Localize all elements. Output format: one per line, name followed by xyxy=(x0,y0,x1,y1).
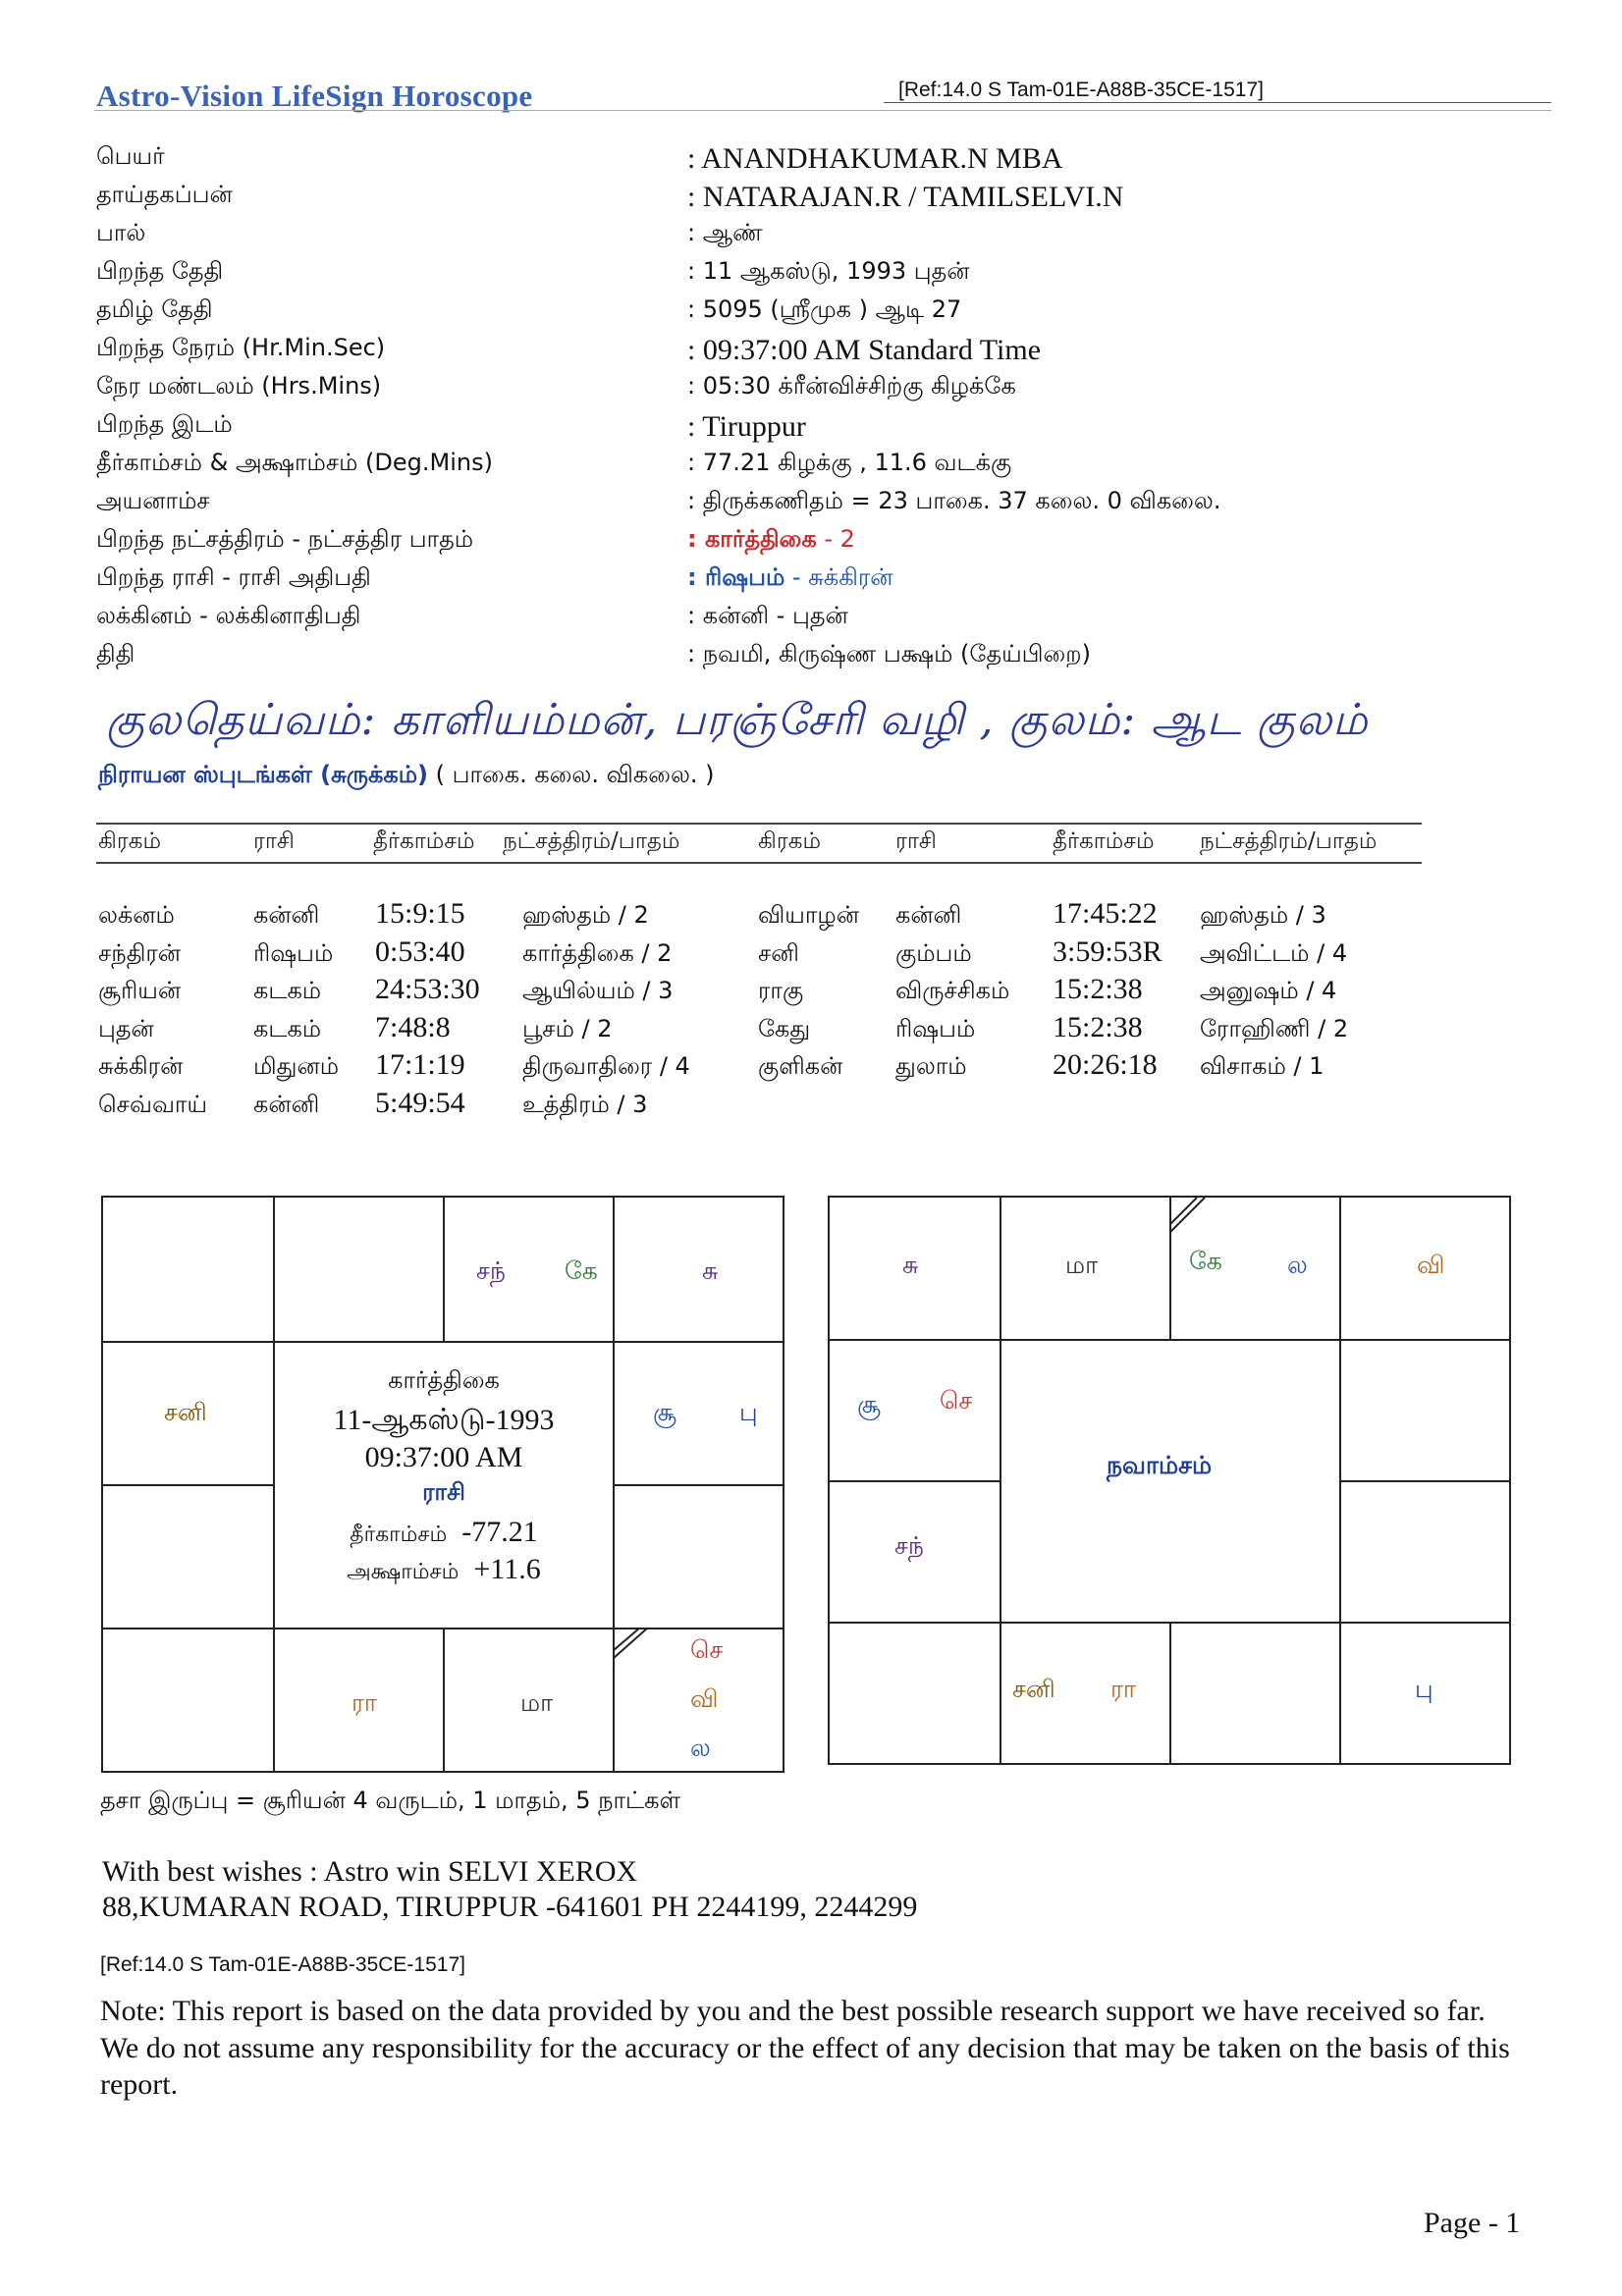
table-header: கிரகம் xyxy=(758,828,821,854)
detail-value: : நவமி, கிருஷ்ண பக்ஷம் (தேய்பிறை) xyxy=(687,640,1091,667)
table-cell: துலாம் xyxy=(895,1052,967,1080)
colon: : xyxy=(687,525,705,553)
detail-value xyxy=(687,525,855,556)
table-cell: 20:26:18 xyxy=(1053,1048,1158,1081)
chart-planet: ரா xyxy=(1110,1675,1136,1703)
table-cell: ரிஷபம் xyxy=(253,938,334,967)
table-cell: கன்னி xyxy=(253,901,320,929)
dasa-balance: தசா இருப்பு = சூரியன் 4 வருடம், 1 மாதம், 5 நாட்கள் xyxy=(100,1787,681,1814)
table-cell: 0:53:40 xyxy=(375,934,465,968)
table-cell: விசாகம் / 1 xyxy=(1200,1052,1325,1080)
grid-line xyxy=(103,1341,783,1343)
chart-planet: வி xyxy=(690,1684,719,1713)
chart-planet: ல xyxy=(690,1734,711,1762)
detail-value: : ஆண் xyxy=(687,219,763,246)
table-cell: உத்திரம் / 3 xyxy=(522,1090,648,1118)
table-cell: சனி xyxy=(758,938,799,967)
table-cell: கடகம் xyxy=(253,1014,322,1042)
latitude-label: அக்ஷாம்சம் xyxy=(347,1560,460,1584)
detail-value: : NATARAJAN.R / TAMILSELVI.N xyxy=(687,181,1124,213)
grid-line xyxy=(613,1198,615,1771)
table-header-rule xyxy=(96,862,1422,864)
header-underline xyxy=(94,110,1551,111)
chart-planet: சந் xyxy=(894,1531,924,1560)
table-top-rule xyxy=(96,823,1422,825)
chart-planet: கே xyxy=(1189,1247,1222,1275)
detail-label: பிறந்த நட்சத்திரம் - நட்சத்திர பாதம் xyxy=(96,525,474,553)
table-cell: ஹஸ்தம் / 3 xyxy=(1200,901,1326,929)
address-line: 88,KUMARAN ROAD, TIRUPPUR -641601 PH 2244199, 2244299 xyxy=(102,1891,918,1923)
table-cell: ராகு xyxy=(758,977,804,1004)
page-number: Page - 1 xyxy=(1424,2207,1521,2239)
chart-title: நவாம்சம் xyxy=(1107,1451,1213,1479)
grid-line xyxy=(443,1198,445,1341)
table-cell: 17:45:22 xyxy=(1053,897,1158,930)
table-header: நட்சத்திரம்/பாதம் xyxy=(1200,828,1378,854)
center-star: கார்த்திகை xyxy=(388,1366,500,1394)
table-cell: 15:2:38 xyxy=(1053,1010,1143,1043)
chart-planet: சூ xyxy=(857,1390,881,1418)
detail-label: பிறந்த தேதி xyxy=(96,257,224,285)
handwritten-note: குலதெய்வம்: காளியம்மன், பரஞ்சேரி வழி , குலம்: ஆட குலம் xyxy=(106,695,1369,745)
detail-label: தீர்காம்சம் & அக்ஷாம்சம் (Deg.Mins) xyxy=(96,449,493,476)
table-cell: லக்னம் xyxy=(98,901,175,929)
table-cell: ஹஸ்தம் / 2 xyxy=(522,901,649,929)
grid-line xyxy=(613,1484,783,1486)
grid-line xyxy=(830,1339,1509,1341)
table-cell: 15:9:15 xyxy=(375,897,465,930)
table-cell: கன்னி xyxy=(895,901,962,929)
table-header: தீர்காம்சம் xyxy=(1053,828,1155,854)
chart-title: ராசி xyxy=(422,1478,465,1506)
disclaimer-note: Note: This report is based on the data provided by you and the best possible research support we have received so far. We do not assume any responsibility for the accuracy or the effect of any decision that may be taken on the basis of this report. xyxy=(100,1995,1510,2101)
chart-planet: சனி xyxy=(164,1398,207,1426)
table-cell: விருச்சிகம் xyxy=(895,977,1010,1004)
table-cell: 7:48:8 xyxy=(375,1010,451,1043)
chart-planet: செ xyxy=(940,1386,973,1415)
detail-label: லக்கினம் - லக்கினாதிபதி xyxy=(96,602,361,629)
header-divider xyxy=(884,102,1551,103)
table-cell: 3:59:53R xyxy=(1053,934,1162,968)
nirayana-title: நிராயன ஸ்புடங்கள் (சுருக்கம்) xyxy=(98,761,428,788)
birth-rasi: ரிஷபம் xyxy=(704,563,785,591)
chart-planet: ல xyxy=(1287,1251,1308,1279)
grid-line xyxy=(103,1484,273,1486)
reference-code-footer: [Ref:14.0 S Tam-01E-A88B-35CE-1517] xyxy=(100,1953,465,1976)
detail-value: : 09:37:00 AM Standard Time xyxy=(687,334,1042,366)
table-cell: செவ்வாய் xyxy=(98,1090,208,1118)
grid-line xyxy=(1339,1198,1341,1763)
center-date: 11-ஆகஸ்டு-1993 xyxy=(333,1404,555,1436)
longitude-value: -77.21 xyxy=(461,1516,538,1548)
table-cell: 17:1:19 xyxy=(375,1048,465,1081)
longitude-label: தீர்காம்சம் xyxy=(350,1522,448,1547)
table-header: தீர்காம்சம் xyxy=(373,828,475,854)
chart-planet: மா xyxy=(1065,1251,1099,1279)
table-cell: குளிகன் xyxy=(758,1052,843,1080)
table-cell: வியாழன் xyxy=(758,901,860,929)
chart-planet: சு xyxy=(902,1251,919,1279)
detail-value: : 11 ஆகஸ்டு, 1993 புதன் xyxy=(687,257,970,285)
table-cell: 24:53:30 xyxy=(375,973,480,1005)
detail-label: பால் xyxy=(96,219,146,246)
rasi-chart xyxy=(101,1196,784,1773)
lagna-mark-icon xyxy=(1169,1198,1209,1237)
table-cell: கார்த்திகை / 2 xyxy=(522,938,673,967)
nirayana-heading xyxy=(98,761,715,791)
detail-label: தமிழ் தேதி xyxy=(96,295,213,323)
detail-value: : 5095 (ஸ்ரீமுக ) ஆடி 27 xyxy=(687,295,962,323)
detail-label: பிறந்த இடம் xyxy=(96,410,233,438)
table-cell: அனுஷம் / 4 xyxy=(1200,977,1337,1004)
chart-planet: கே xyxy=(565,1256,598,1285)
birth-star: கார்த்திகை xyxy=(704,525,817,553)
table-header: கிரகம் xyxy=(98,828,161,854)
detail-value: : திருக்கணிதம் = 23 பாகை. 37 கலை. 0 விகலை. xyxy=(687,487,1221,514)
detail-label: பெயர் xyxy=(96,142,165,170)
table-cell: கும்பம் xyxy=(895,938,972,967)
table-cell: சூரியன் xyxy=(98,977,182,1004)
detail-label: பிறந்த ராசி - ராசி அதிபதி xyxy=(96,563,371,591)
detail-label: பிறந்த நேரம் (Hr.Min.Sec) xyxy=(96,334,386,361)
chart-planet: சந் xyxy=(476,1256,506,1285)
grid-line xyxy=(1339,1480,1509,1482)
grid-line xyxy=(1169,1622,1171,1763)
detail-value: : 77.21 கிழக்கு , 11.6 வடக்கு xyxy=(687,449,1012,476)
table-cell: கடகம் xyxy=(253,977,322,1004)
table-cell: சுக்கிரன் xyxy=(98,1052,184,1080)
brand-title: Astro-Vision LifeSign Horoscope xyxy=(96,79,533,113)
colon: : xyxy=(687,563,705,591)
table-header: ராசி xyxy=(253,828,295,854)
table-cell: 5:49:54 xyxy=(375,1086,465,1119)
latitude-value: +11.6 xyxy=(473,1553,541,1585)
grid-line xyxy=(830,1480,1000,1482)
rasi-lord: - சுக்கிரன் xyxy=(784,563,893,591)
table-cell: அவிட்டம் / 4 xyxy=(1200,938,1348,967)
chart-planet: சு xyxy=(702,1256,719,1285)
table-cell: சந்திரன் xyxy=(98,938,182,967)
chart-planet: ரா xyxy=(351,1688,377,1717)
table-cell: 15:2:38 xyxy=(1053,973,1143,1005)
chart-planet: பு xyxy=(739,1398,758,1426)
chart-planet: சனி xyxy=(1012,1675,1055,1703)
star-pada: - 2 xyxy=(816,525,855,553)
grid-line xyxy=(1000,1198,1001,1763)
table-cell: ரிஷபம் xyxy=(895,1014,976,1042)
center-time: 09:37:00 AM xyxy=(364,1441,523,1473)
table-cell: ஆயில்யம் / 3 xyxy=(522,977,674,1004)
table-cell: மிதுனம் xyxy=(253,1052,340,1080)
lagna-mark-icon xyxy=(613,1628,652,1659)
nirayana-subtitle: ( பாகை. கலை. விகலை. ) xyxy=(428,761,715,788)
detail-value xyxy=(687,563,893,594)
detail-label: நேர மண்டலம் (Hrs.Mins) xyxy=(96,372,382,400)
table-header: நட்சத்திரம்/பாதம் xyxy=(503,828,680,854)
detail-label: அயனாம்ச xyxy=(96,487,210,514)
reference-code: [Ref:14.0 S Tam-01E-A88B-35CE-1517] xyxy=(898,79,1264,101)
detail-value: : கன்னி - புதன் xyxy=(687,602,848,629)
table-cell: திருவாதிரை / 4 xyxy=(522,1052,690,1080)
detail-value: : 05:30 க்ரீன்விச்சிற்கு கிழக்கே xyxy=(687,372,1016,400)
chart-planet: மா xyxy=(520,1688,554,1717)
table-cell: புதன் xyxy=(98,1014,154,1042)
center-latitude xyxy=(275,1553,613,1590)
chart-planet: வி xyxy=(1417,1251,1445,1279)
navamsa-chart xyxy=(828,1196,1511,1765)
chart-planet: பு xyxy=(1415,1675,1433,1703)
table-header: ராசி xyxy=(895,828,937,854)
grid-line xyxy=(443,1628,445,1771)
detail-label: திதி xyxy=(96,640,135,667)
detail-value: : ANANDHAKUMAR.N MBA xyxy=(687,142,1063,175)
table-cell: கன்னி xyxy=(253,1090,320,1118)
detail-label: தாய்தகப்பன் xyxy=(96,181,233,208)
table-cell: பூசம் / 2 xyxy=(522,1014,613,1042)
center-longitude xyxy=(275,1516,613,1553)
detail-value: : Tiruppur xyxy=(687,410,806,443)
table-cell: ரோஹிணி / 2 xyxy=(1200,1014,1349,1042)
wishes-line: With best wishes : Astro win SELVI XEROX xyxy=(102,1855,638,1888)
rasi-center xyxy=(275,1366,613,1590)
table-cell: கேது xyxy=(758,1014,811,1042)
chart-planet: செ xyxy=(690,1635,724,1664)
chart-planet: சூ xyxy=(653,1398,676,1426)
